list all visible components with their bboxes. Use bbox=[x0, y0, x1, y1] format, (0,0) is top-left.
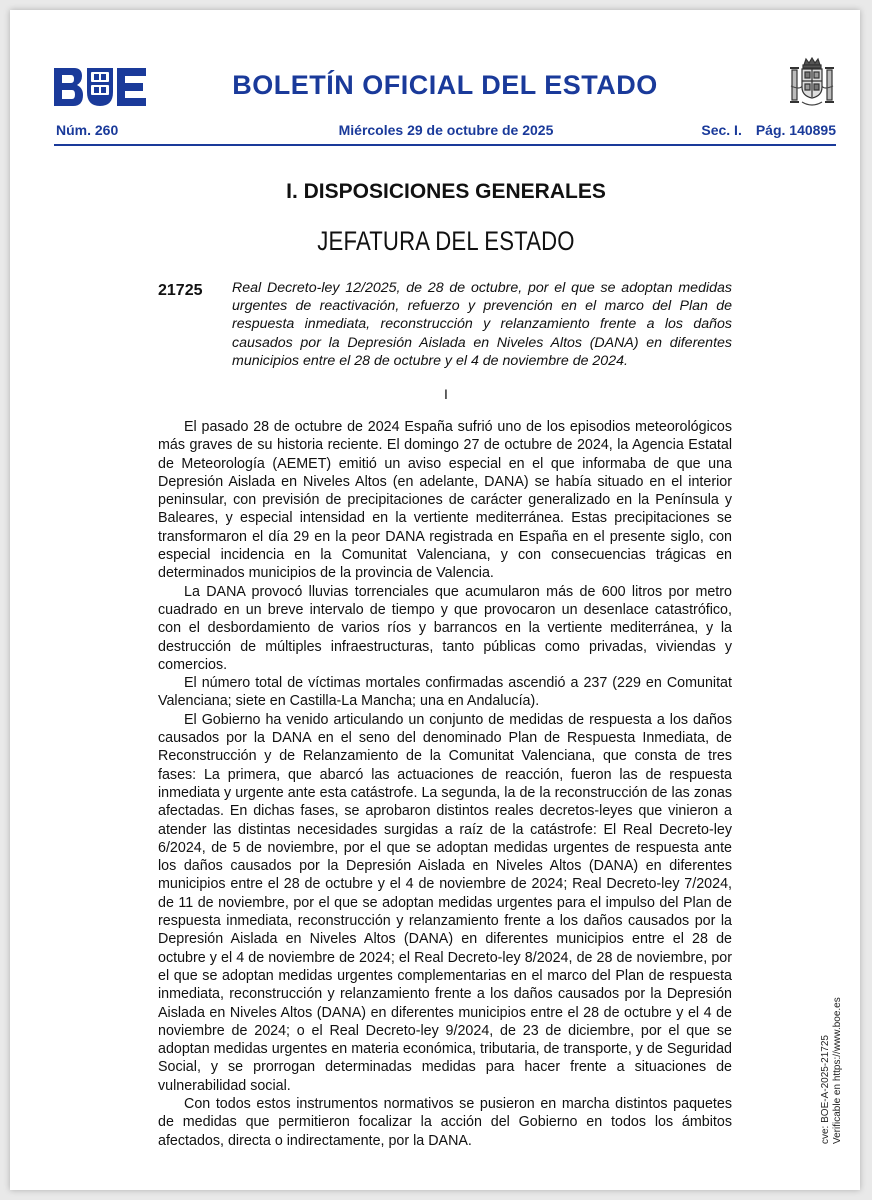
issue-number: Núm. 260 bbox=[56, 122, 119, 138]
gazette-title: BOLETÍN OFICIAL DEL ESTADO bbox=[232, 70, 658, 100]
section-label: Sec. I. bbox=[701, 122, 742, 138]
paragraph: El número total de víctimas mortales confirmadas ascendió a 237 (229 en Comunitat Valenciana; siete en Castilla-La Mancha; una en Andalucía). bbox=[158, 675, 732, 710]
boe-logo bbox=[54, 68, 146, 106]
chapter-heading: I bbox=[444, 386, 448, 402]
document-page bbox=[10, 10, 860, 1190]
header-meta bbox=[56, 122, 836, 142]
paragraph: El Gobierno ha venido articulando un conjunto de medidas de respuesta a los daños causados por la DANA en el seno del denominado Plan de Respuesta Inmediata, de Reconstrucción y de Relanzamiento de la Comunitat Valenciana, que consta de tres fases: La primera, que abarcó las actuaciones de reacción, fueron las de respuesta inmediata y urgente ante esta catástrofe. La segunda, la de la reconstrucción de las zonas afectadas. En dichas fases, se aprobaron distintos reales decretos-leyes que vinieron a atender las distintas necesidades surgidas a raíz de la catástrofe: El Real Decreto-ley 6/2024, de 5 de noviembre, por el que se adoptan medidas urgentes de respuesta ante los daños causados por la Depresión Aislada en Niveles Altos (DANA) en diferentes municipios entre el 28 de octubre y el 4 de noviembre de 2024; Real Decreto-ley 7/2024, de 11 de noviembre, por el que se adoptan medidas urgentes para el impulso del Plan de respuesta inmediata, reconstrucción y relanzamiento frente a los daños causados por la Depresión Aislada en Niveles Altos (DANA) en diferentes municipios entre el 28 de octubre y el 4 de noviembre de 2024; el Real Decreto-ley 8/2024, de 28 de noviembre, por el que se adoptan medidas urgentes complementarias en el marco del Plan de respuesta inmediata, reconstrucción y relanzamiento frente a los daños causados por la Depresión Aislada en Niveles Altos (DANA) en diferentes municipios entre el 28 de octubre y el 4 de noviembre de 2024; o el Real Decreto-ley 9/2024, de 23 de diciembre, por el que se adoptan medidas urgentes en materia económica, tributaria, de transporte, y de Seguridad Social, y se prorrogan determinadas medidas para hacer frente a situaciones de vulnerabilidad social. bbox=[158, 711, 732, 1094]
paragraph: El pasado 28 de octubre de 2024 España sufrió uno de los episodios meteorológicos más graves de su historia reciente. El domingo 27 de octubre de 2024, la Agencia Estatal de Meteorología (AEMET) emitió un aviso especial en el que informaba de que una Depresión Aislada en Niveles Altos (en adelante, DANA) se había situado en el interior peninsular, con previsión de precipitaciones de carácter generalizado en la Península y Baleares, y especial intensidad en la vertiente mediterránea. Estas precipitaciones se transformaron el día 29 en la peor DANA registrada en España en el presente siglo, con especial incidencia en la Comunitat Valenciana, y con consecuencias trágicas en determinados municipios de la provincia de Valencia. bbox=[158, 419, 732, 582]
document-number: 21725 bbox=[158, 282, 203, 299]
verification-note bbox=[820, 874, 844, 1144]
section-title: I. DISPOSICIONES GENERALES bbox=[286, 180, 606, 203]
coat-of-arms-icon bbox=[788, 56, 836, 110]
paragraph: La DANA provocó lluvias torrenciales que acumularon más de 600 litros por metro cuadrado en un breve intervalo de tiempo y que provocaron un desenlace catastrófico, con el desbordamiento de varios ríos y barrancos en la vertiente mediterránea, y la destrucción de múltiples infraestructuras, tanto públicas como privadas, viviendas y comercios. bbox=[158, 583, 732, 673]
header-divider bbox=[54, 144, 836, 146]
organization-title: JEFATURA DEL ESTADO bbox=[317, 226, 575, 256]
document-body bbox=[158, 418, 732, 1150]
document-summary: Real Decreto-ley 12/2025, de 28 de octubre, por el que se adoptan medidas urgentes de reactivación, refuerzo y prevención en el marco del Plan de respuesta inmediata, reconstrucción y relanzamiento frente a los daños causados por la Depresión Aislada en Niveles Altos (DANA) en diferentes municipios entre el 28 de octubre y el 4 de noviembre de 2024. bbox=[232, 280, 732, 369]
section-page bbox=[687, 122, 836, 138]
issue-date: Miércoles 29 de octubre de 2025 bbox=[338, 122, 554, 138]
cve-code: cve: BOE-A-2025-21725 bbox=[820, 1035, 831, 1144]
page-label: Pág. 140895 bbox=[755, 122, 836, 138]
paragraph: Con todos estos instrumentos normativos se pusieron en marcha distintos paquetes de medidas que permitieron focalizar la acción del Gobierno en todos los ámbitos afectados, directa o indirectamente, por la DANA. bbox=[158, 1095, 732, 1149]
verification-url[interactable]: Verificable en https://www.boe.es bbox=[832, 997, 843, 1144]
